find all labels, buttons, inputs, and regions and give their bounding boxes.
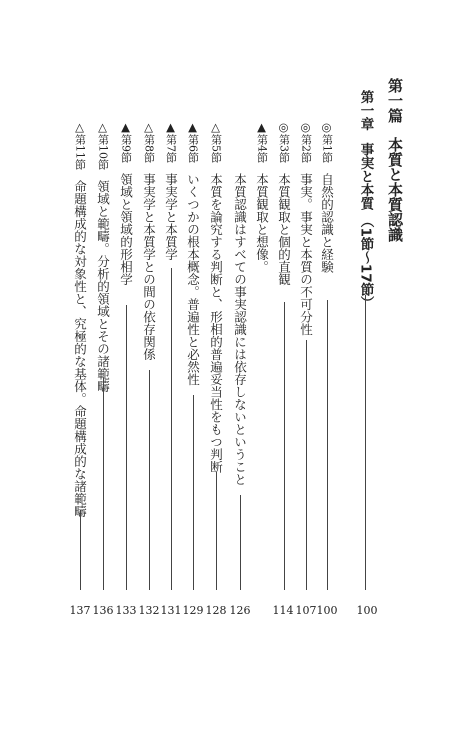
toc-entry [255,120,268,273]
section-label: 第7節 [164,134,178,163]
page-number: 132 [138,604,160,617]
section-title: 本質を論究する判断と、形相的普遍妥当性をもつ判断 [208,173,224,473]
leader-line [327,300,328,590]
leader-line [171,268,172,590]
section-label: 第2節 [299,134,313,163]
section-title: 命題構成的な対象性と、究極的な基体。命題構成的な諸範疇 [72,180,88,518]
section-label: 第1節 [320,134,334,163]
chapter-page: 100 [356,604,378,617]
section-label: 第9節 [119,134,133,163]
leader-line [103,378,104,590]
leader-line [149,370,150,590]
toc-entry [209,120,222,473]
mark-icon: ▲ [254,120,269,134]
section-title: 領域と領域的形相学 [118,173,134,286]
leader-line [240,495,241,590]
section-label: 第6節 [186,134,200,163]
mark-icon: △ [95,120,110,134]
mark-icon: △ [72,120,87,134]
leader-line [193,395,194,590]
page-number: 107 [295,604,317,617]
section-title-continued: 本質認識はすべての事実認識には依存しないということ [232,173,248,486]
page-number: 126 [229,604,251,617]
section-title: 領域と範疇。分析的領域とその諸範疇 [95,180,111,393]
leader-line [306,340,307,590]
page-number: 129 [182,604,204,617]
mark-icon: ▲ [118,120,133,134]
page-number: 137 [69,604,91,617]
mark-icon: ◎ [276,120,291,134]
section-label: 第10節 [96,134,110,170]
page-number: 131 [160,604,182,617]
section-title: 事実学と本質学との間の依存関係 [141,173,157,361]
section-title: いくつかの根本概念。普遍性と必然性 [185,173,201,386]
mark-icon: ▲ [185,120,200,134]
toc-entry [96,120,109,393]
toc-entry [299,120,312,336]
section-title: 事実。事実と本質の不可分性 [298,173,314,336]
page-number: 114 [272,604,294,617]
toc-entry [320,120,333,273]
mark-icon: △ [141,120,156,134]
leader-line [365,295,366,590]
section-title: 事実学と本質学 [163,173,179,261]
chapter-title: 事実と本質 [357,142,374,210]
toc-entry [119,120,132,286]
page-number: 136 [92,604,114,617]
section-label: 第8節 [142,134,156,163]
leader-line [80,510,81,590]
page-number: 100 [316,604,338,617]
toc-entry [186,120,199,386]
leader-line [216,472,217,590]
toc-entry [142,120,155,361]
section-title: 自然的認識と経験 [319,173,335,273]
section-label: 第3節 [277,134,291,163]
section-label: 第5節 [209,134,223,163]
mark-icon: △ [208,120,223,134]
page-number: 133 [115,604,137,617]
leader-line [284,302,285,590]
toc-entry [164,120,177,261]
section-label: 第11節 [73,134,87,170]
part-title: 本質と本質認識 [386,137,404,242]
chapter-heading [358,90,372,310]
mark-icon: ◎ [319,120,334,134]
section-title: 本質観取と想像。 [254,173,270,273]
chapter-range: （1節〜17節） [357,214,374,310]
section-title: 本質観取と個的直観 [276,173,292,286]
toc-entry [73,120,86,518]
leader-line [126,305,127,590]
chapter-label: 第一章 [357,90,374,131]
toc-entry [277,120,290,286]
page-number: 128 [205,604,227,617]
mark-icon: ▲ [163,120,178,134]
mark-icon: ◎ [298,120,313,134]
part-heading [387,78,402,242]
section-label: 第4節 [255,134,269,163]
part-label: 第一篇 [386,78,404,123]
